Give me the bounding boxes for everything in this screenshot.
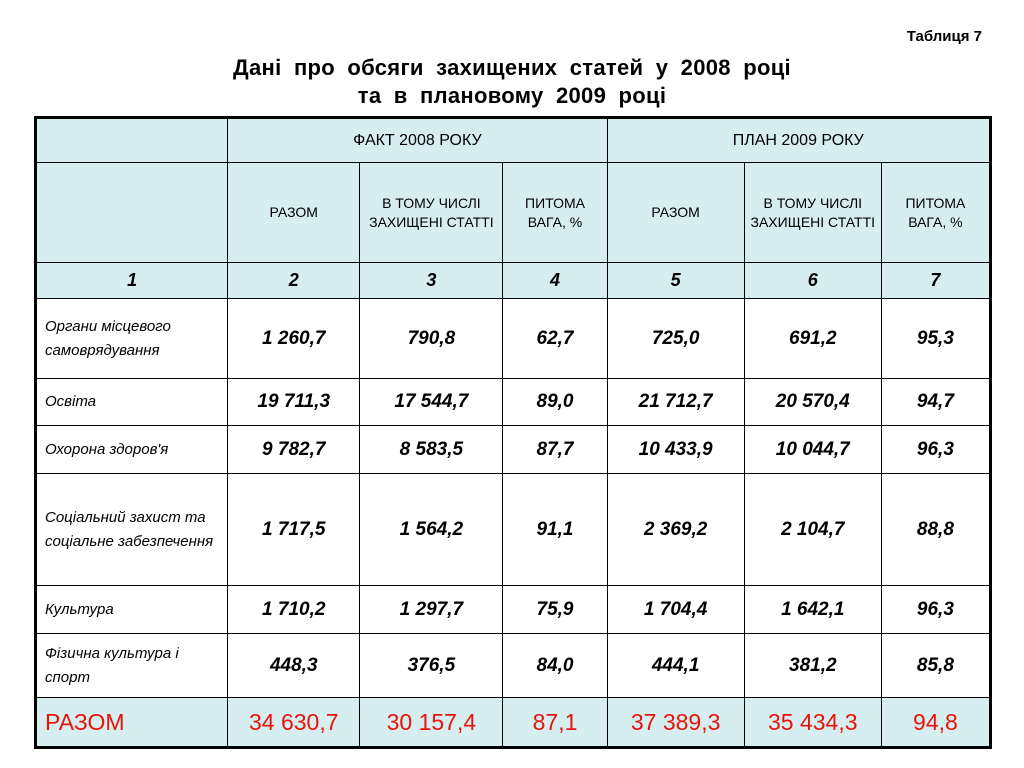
value-cell: 20 570,4 [744,379,881,426]
title-line-2: та в плановому 2009 році [357,83,667,108]
title-line-1: Дані про обсяги захищених статей у 2008 році [233,55,791,80]
value-cell: 84,0 [503,634,607,698]
table-row [36,299,991,379]
corner-cell [36,163,228,263]
value-cell: 19 711,3 [228,379,360,426]
value-cell: 1 717,5 [228,474,360,586]
sub-header-cell: ПИТОМА ВАГА, % [503,163,607,263]
table-row [36,586,991,634]
group-header-plan: ПЛАН 2009 РОКУ [607,118,990,163]
row-name-cell: Органи місцевого самоврядування [36,299,228,379]
total-value-cell: 30 157,4 [360,698,503,748]
value-cell: 2 104,7 [744,474,881,586]
value-cell: 1 642,1 [744,586,881,634]
value-cell: 1 710,2 [228,586,360,634]
data-table [34,116,992,749]
value-cell: 62,7 [503,299,607,379]
group-header-row [36,118,991,163]
value-cell: 10 044,7 [744,426,881,474]
column-number-cell: 1 [36,263,228,299]
value-cell: 94,7 [881,379,990,426]
column-number-cell: 7 [881,263,990,299]
table-row [36,426,991,474]
page-title [0,54,1024,110]
value-cell: 8 583,5 [360,426,503,474]
total-value-cell: 87,1 [503,698,607,748]
row-name-cell: Культура [36,586,228,634]
total-value-cell: 35 434,3 [744,698,881,748]
total-value-cell: 34 630,7 [228,698,360,748]
value-cell: 95,3 [881,299,990,379]
column-number-cell: 5 [607,263,744,299]
value-cell: 87,7 [503,426,607,474]
value-cell: 376,5 [360,634,503,698]
value-cell: 2 369,2 [607,474,744,586]
column-number-cell: 6 [744,263,881,299]
sub-header-cell: ПИТОМА ВАГА, % [881,163,990,263]
value-cell: 1 704,4 [607,586,744,634]
sub-header-cell: В ТОМУ ЧИСЛІ ЗАХИЩЕНІ СТАТТІ [744,163,881,263]
sub-header-cell: РАЗОМ [228,163,360,263]
value-cell: 1 260,7 [228,299,360,379]
value-cell: 75,9 [503,586,607,634]
column-number-cell: 3 [360,263,503,299]
table-row [36,634,991,698]
column-number-cell: 4 [503,263,607,299]
value-cell: 85,8 [881,634,990,698]
value-cell: 9 782,7 [228,426,360,474]
value-cell: 21 712,7 [607,379,744,426]
value-cell: 381,2 [744,634,881,698]
value-cell: 790,8 [360,299,503,379]
value-cell: 89,0 [503,379,607,426]
total-label-cell: РАЗОМ [36,698,228,748]
value-cell: 1 297,7 [360,586,503,634]
sub-header-cell: В ТОМУ ЧИСЛІ ЗАХИЩЕНІ СТАТТІ [360,163,503,263]
sub-header-row [36,163,991,263]
value-cell: 88,8 [881,474,990,586]
value-cell: 444,1 [607,634,744,698]
value-cell: 96,3 [881,586,990,634]
column-number-row [36,263,991,299]
value-cell: 691,2 [744,299,881,379]
group-header-fact: ФАКТ 2008 РОКУ [228,118,607,163]
value-cell: 91,1 [503,474,607,586]
value-cell: 1 564,2 [360,474,503,586]
sub-header-cell: РАЗОМ [607,163,744,263]
value-cell: 725,0 [607,299,744,379]
column-number-cell: 2 [228,263,360,299]
corner-cell [36,118,228,163]
table-row [36,474,991,586]
value-cell: 448,3 [228,634,360,698]
row-name-cell: Соціальний захист та соціальне забезпечення [36,474,228,586]
row-name-cell: Освіта [36,379,228,426]
table-row [36,379,991,426]
total-value-cell: 94,8 [881,698,990,748]
row-name-cell: Охорона здоров'я [36,426,228,474]
row-name-cell: Фізична культура і спорт [36,634,228,698]
value-cell: 96,3 [881,426,990,474]
total-row [36,698,991,748]
value-cell: 17 544,7 [360,379,503,426]
value-cell: 10 433,9 [607,426,744,474]
table-number-label: Таблиця 7 [906,28,982,45]
total-value-cell: 37 389,3 [607,698,744,748]
